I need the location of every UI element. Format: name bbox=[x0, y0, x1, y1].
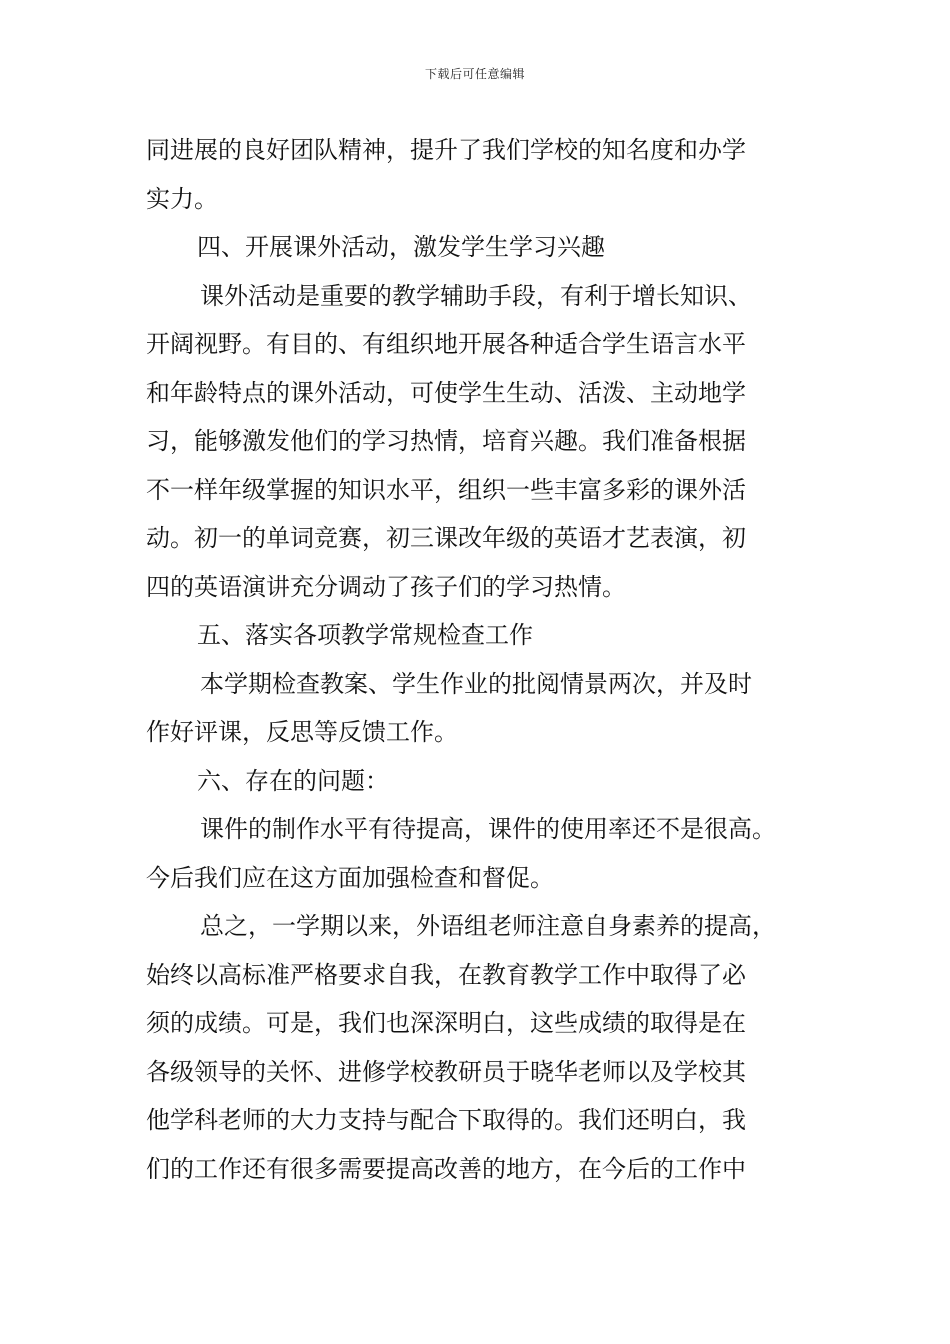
paragraph-line: 作好评课，反思等反馈工作。 bbox=[146, 718, 458, 746]
paragraph-line: 习，能够激发他们的学习热情，培育兴趣。我们准备根据 bbox=[146, 427, 746, 455]
paragraph-line: 他学科老师的大力支持与配合下取得的。我们还明白，我 bbox=[146, 1106, 746, 1134]
paragraph-line: 课外活动是重要的教学辅助手段，有利于增长知识、 bbox=[200, 281, 752, 310]
paragraph-line: 实力。 bbox=[146, 184, 218, 213]
paragraph-line: 不一样年级掌握的知识水平，组织一些丰富多彩的课外活 bbox=[146, 475, 746, 504]
paragraph-line: 各级领导的关怀、进修学校教研员于晓华老师以及学校其 bbox=[146, 1057, 746, 1086]
paragraph-line: 动。初一的单词竞赛，初三课改年级的英语才艺表演，初 bbox=[146, 524, 746, 552]
paragraph-line: 们的工作还有很多需要提高改善的地方，在今后的工作中 bbox=[146, 1154, 746, 1183]
paragraph-line: 本学期检查教案、学生作业的批阅情景两次，并及时 bbox=[200, 669, 752, 698]
page-header: 下载后可任意编辑 bbox=[424, 67, 525, 81]
paragraph-line: 须的成绩。可是，我们也深深明白，这些成绩的取得是在 bbox=[146, 1009, 746, 1037]
section-heading: 五、落实各项教学常规检查工作 bbox=[197, 621, 533, 649]
paragraph-line: 同进展的良好团队精神，提升了我们学校的知名度和办学 bbox=[146, 136, 746, 164]
paragraph-line: 今后我们应在这方面加强检查和督促。 bbox=[146, 863, 554, 892]
paragraph-line: 课件的制作水平有待提高，课件的使用率还不是很高。 bbox=[200, 815, 776, 843]
section-heading: 六、存在的问题： bbox=[197, 766, 389, 795]
paragraph-line: 和年龄特点的课外活动，可使学生生动、活泼、主动地学 bbox=[146, 378, 746, 407]
section-heading: 四、开展课外活动，激发学生学习兴趣 bbox=[197, 233, 605, 261]
paragraph-line: 四的英语演讲充分调动了孩子们的学习热情。 bbox=[146, 572, 626, 601]
paragraph-line: 始终以高标准严格要求自我，在教育教学工作中取得了必 bbox=[146, 960, 746, 989]
paragraph-line: 总之，一学期以来，外语组老师注意自身素养的提高， bbox=[200, 912, 776, 940]
paragraph-line: 开阔视野。有目的、有组织地开展各种适合学生语言水平 bbox=[146, 330, 746, 358]
document-body bbox=[146, 126, 836, 1193]
